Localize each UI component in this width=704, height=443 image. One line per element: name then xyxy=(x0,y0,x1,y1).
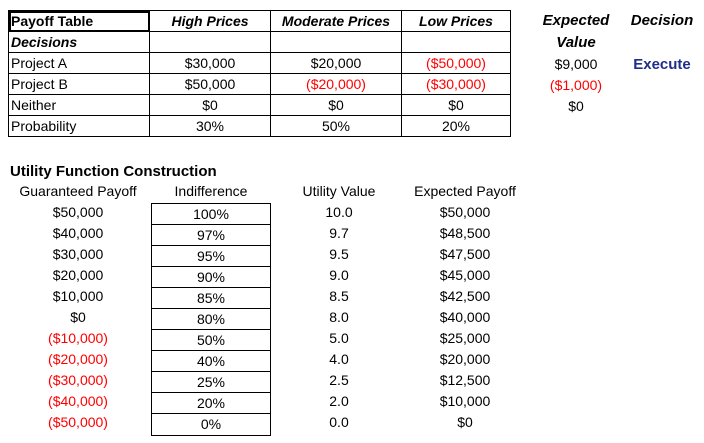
row-label-neither[interactable]: Neither xyxy=(9,95,150,116)
header-utility-value: Utility Value xyxy=(302,183,376,199)
row-label-project-a[interactable]: Project A xyxy=(9,53,150,74)
cell-value[interactable]: $0 xyxy=(150,95,271,116)
guaranteed-payoff-value[interactable]: $40,000 xyxy=(52,225,104,241)
expected-value-header-1: Expected xyxy=(542,12,610,29)
utility-value[interactable]: 5.0 xyxy=(329,330,349,346)
empty-cell[interactable] xyxy=(150,32,271,53)
expected-value-neither: $0 xyxy=(568,98,584,114)
indifference-value[interactable]: 95% xyxy=(152,246,270,267)
expected-payoff-value[interactable]: $40,000 xyxy=(439,309,491,325)
utility-value[interactable]: 2.5 xyxy=(329,372,349,388)
cell-value[interactable]: $20,000 xyxy=(271,53,402,74)
guaranteed-payoff-value[interactable]: $10,000 xyxy=(52,288,104,304)
payoff-table-title[interactable]: Payoff Table xyxy=(9,11,150,32)
utility-value[interactable]: 9.0 xyxy=(329,267,349,283)
utility-value[interactable]: 8.5 xyxy=(329,288,349,304)
expected-payoff-value[interactable]: $45,000 xyxy=(439,267,491,283)
probability-value[interactable]: 50% xyxy=(271,116,402,137)
indifference-value[interactable]: 85% xyxy=(152,288,270,309)
indifference-column xyxy=(151,203,271,436)
guaranteed-payoff-value[interactable]: $30,000 xyxy=(52,246,104,262)
header-guaranteed-payoff: Guaranteed Payoff xyxy=(19,183,137,199)
expected-payoff-value[interactable]: $20,000 xyxy=(439,351,491,367)
utility-value[interactable]: 0.0 xyxy=(329,414,349,430)
indifference-value[interactable]: 50% xyxy=(152,330,270,351)
expected-value-project-b: ($1,000) xyxy=(549,77,603,93)
cell-value[interactable]: $30,000 xyxy=(150,53,271,74)
guaranteed-payoff-value[interactable]: $50,000 xyxy=(52,204,104,220)
expected-payoff-value[interactable]: $25,000 xyxy=(439,330,491,346)
expected-payoff-value[interactable]: $10,000 xyxy=(439,393,491,409)
utility-section-title: Utility Function Construction xyxy=(10,163,217,180)
guaranteed-payoff-value[interactable]: $0 xyxy=(70,309,86,325)
indifference-value[interactable]: 0% xyxy=(200,416,222,432)
table-row xyxy=(9,53,511,74)
guaranteed-payoff-value[interactable]: ($50,000) xyxy=(48,414,108,430)
row-label-project-b[interactable]: Project B xyxy=(9,74,150,95)
cell-value[interactable]: $0 xyxy=(402,95,511,116)
cell-value[interactable]: ($50,000) xyxy=(402,53,511,74)
expected-payoff-value[interactable]: $0 xyxy=(457,414,473,430)
utility-value[interactable]: 9.5 xyxy=(329,246,349,262)
table-row xyxy=(9,116,511,137)
expected-payoff-value[interactable]: $12,500 xyxy=(439,372,491,388)
expected-payoff-value[interactable]: $47,500 xyxy=(439,246,491,262)
cell-value[interactable]: $0 xyxy=(271,95,402,116)
guaranteed-payoff-value[interactable]: ($30,000) xyxy=(48,372,108,388)
utility-value[interactable]: 10.0 xyxy=(325,204,353,220)
guaranteed-payoff-value[interactable]: ($10,000) xyxy=(48,330,108,346)
expected-value-header-2: Value xyxy=(556,34,596,51)
table-row xyxy=(9,74,511,95)
cell-value[interactable]: $50,000 xyxy=(150,74,271,95)
utility-value[interactable]: 2.0 xyxy=(329,393,349,409)
indifference-value[interactable]: 97% xyxy=(152,225,270,246)
indifference-value[interactable]: 20% xyxy=(152,393,270,414)
expected-payoff-value[interactable]: $50,000 xyxy=(439,204,491,220)
probability-value[interactable]: 20% xyxy=(402,116,511,137)
guaranteed-payoff-value[interactable]: ($40,000) xyxy=(48,393,108,409)
expected-payoff-value[interactable]: $48,500 xyxy=(439,225,491,241)
header-high-prices[interactable]: High Prices xyxy=(150,11,271,32)
expected-value-project-a: $9,000 xyxy=(554,56,598,72)
indifference-value[interactable]: 100% xyxy=(152,204,270,225)
payoff-table xyxy=(8,10,511,137)
empty-cell[interactable] xyxy=(271,32,402,53)
cell-value[interactable]: ($20,000) xyxy=(271,74,402,95)
row-label-probability[interactable]: Probability xyxy=(9,116,150,137)
indifference-value[interactable]: 90% xyxy=(152,267,270,288)
indifference-value[interactable]: 80% xyxy=(152,309,270,330)
utility-value[interactable]: 8.0 xyxy=(329,309,349,325)
expected-payoff-value[interactable]: $42,500 xyxy=(439,288,491,304)
indifference-value[interactable]: 40% xyxy=(152,351,270,372)
decisions-label[interactable]: Decisions xyxy=(9,32,150,53)
header-expected-payoff: Expected Payoff xyxy=(414,183,516,199)
table-row xyxy=(9,95,511,116)
header-low-prices[interactable]: Low Prices xyxy=(402,11,511,32)
probability-value[interactable]: 30% xyxy=(150,116,271,137)
guaranteed-payoff-value[interactable]: ($20,000) xyxy=(48,351,108,367)
cell-value[interactable]: ($30,000) xyxy=(402,74,511,95)
utility-value[interactable]: 9.7 xyxy=(329,225,349,241)
utility-value[interactable]: 4.0 xyxy=(329,351,349,367)
guaranteed-payoff-value[interactable]: $20,000 xyxy=(52,267,104,283)
empty-cell[interactable] xyxy=(402,32,511,53)
decision-value: Execute xyxy=(633,56,691,73)
header-indifference: Indifference xyxy=(174,183,248,199)
indifference-value[interactable]: 25% xyxy=(152,372,270,393)
header-moderate-prices[interactable]: Moderate Prices xyxy=(271,11,402,32)
decision-header: Decision xyxy=(630,12,694,29)
